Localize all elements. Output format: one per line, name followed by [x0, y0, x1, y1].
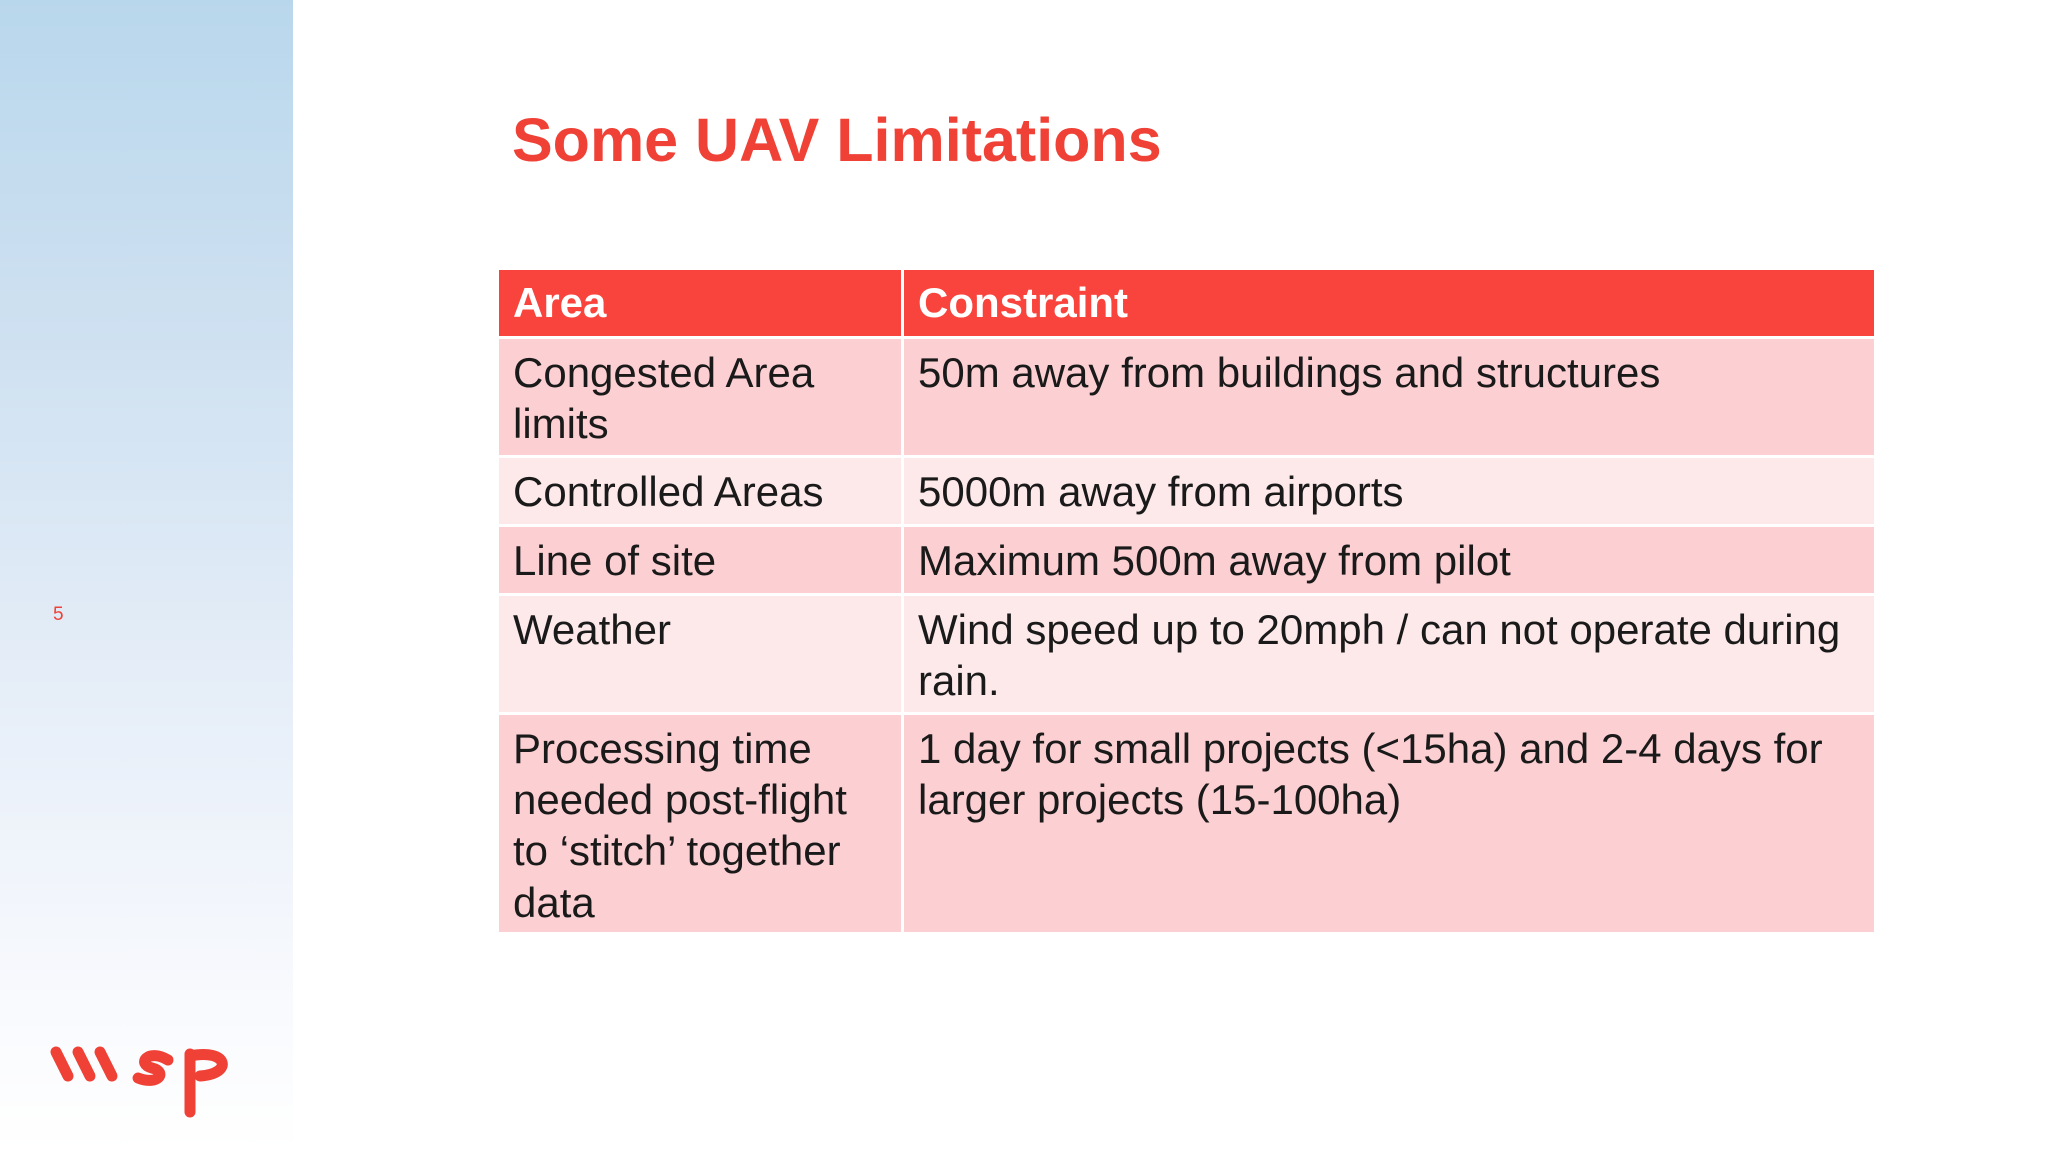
table-row	[498, 338, 1876, 457]
area-cell: Processing time needed post-flight to ‘stitch’ together data	[498, 714, 903, 934]
slide-title: Some UAV Limitations	[512, 106, 1162, 174]
constraint-cell: 5000m away from airports	[903, 457, 1876, 526]
uav-limitations-table	[496, 267, 1877, 935]
table-row	[498, 595, 1876, 714]
constraint-cell: 50m away from buildings and structures	[903, 338, 1876, 457]
table-row	[498, 457, 1876, 526]
table-header-row	[498, 269, 1876, 338]
page-number: 5	[53, 604, 64, 625]
area-cell: Weather	[498, 595, 903, 714]
area-cell: Congested Area limits	[498, 338, 903, 457]
constraint-cell: Maximum 500m away from pilot	[903, 526, 1876, 595]
table-row	[498, 526, 1876, 595]
sidebar-gradient-panel	[0, 0, 293, 1152]
area-cell: Controlled Areas	[498, 457, 903, 526]
column-header-area: Area	[498, 269, 903, 338]
area-cell: Line of site	[498, 526, 903, 595]
table-row	[498, 714, 1876, 934]
wsp-logo-icon	[50, 1040, 240, 1120]
column-header-constraint: Constraint	[903, 269, 1876, 338]
constraint-cell: Wind speed up to 20mph / can not operate during rain.	[903, 595, 1876, 714]
constraint-cell: 1 day for small projects (<15ha) and 2-4 days for larger projects (15-100ha)	[903, 714, 1876, 934]
